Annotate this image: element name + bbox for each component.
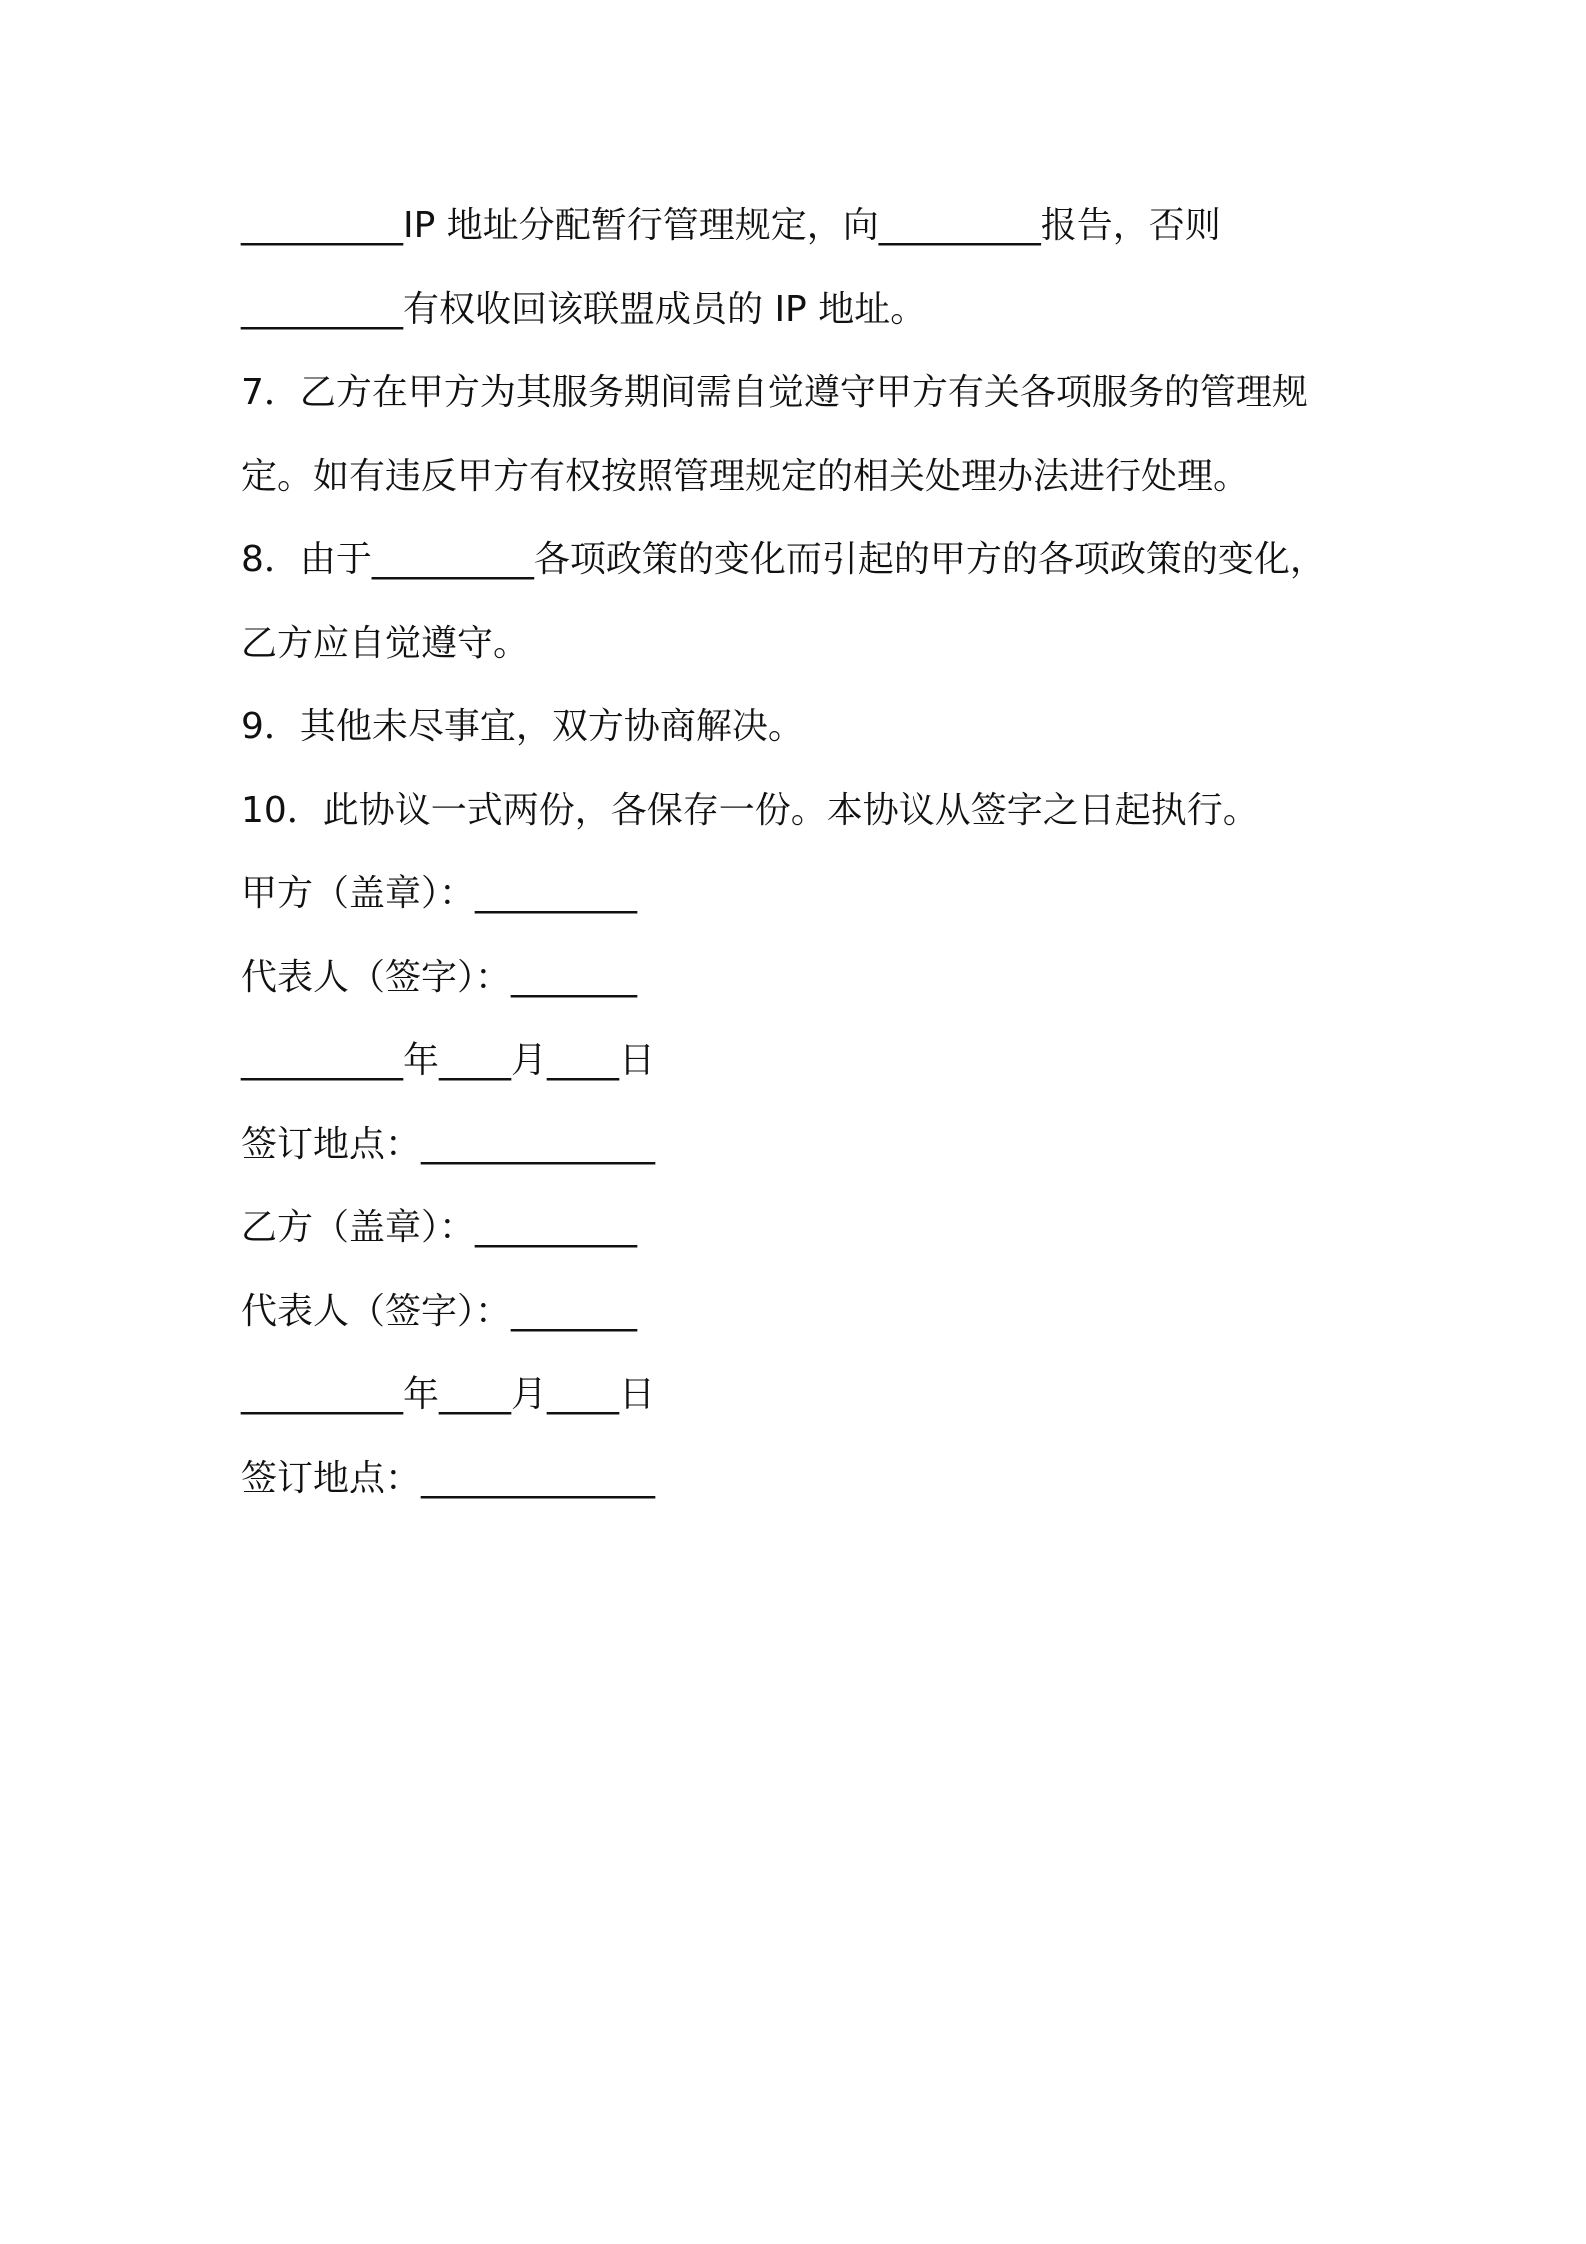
- clause-10: 10．此协议一式两份，各保存一份。本协议从签字之日起执行。: [241, 789, 1259, 831]
- party-b-seal: 乙方（盖章）：_________: [241, 1207, 638, 1248]
- party-b-signing-place: 签订地点：_____________: [241, 1457, 656, 1499]
- party-b-representative: 代表人（签字）：_______: [241, 1290, 638, 1332]
- party-b-date: _________年____月____日: [241, 1374, 655, 1415]
- party-a-representative: 代表人（签字）：_______: [241, 956, 638, 998]
- ip-rule-line: _________IP 地址分配暂行管理规定，向_________报告，否则: [241, 205, 1221, 246]
- document-body: [241, 196, 1401, 1532]
- party-a-seal: 甲方（盖章）：_________: [241, 873, 638, 914]
- party-a-signing-place: 签订地点：_____________: [241, 1123, 656, 1165]
- clause-9: 9．其他未尽事宜，双方协商解决。: [241, 706, 804, 747]
- party-a-date: _________年____月____日: [241, 1040, 655, 1081]
- clause-8-line-2: 乙方应自觉遵守。: [241, 622, 530, 664]
- clause-7-line-2: 定。如有违反甲方有权按照管理规定的相关处理办法进行处理。: [241, 455, 1250, 497]
- clause-8-line-1: 8．由于_________各项政策的变化而引起的甲方的各项政策的变化，: [241, 539, 1326, 580]
- ip-revoke-line: _________有权收回该联盟成员的 IP 地址。: [241, 288, 927, 330]
- clause-7-line-1: 7．乙方在甲方为其服务期间需自觉遵守甲方有关各项服务的管理规: [241, 372, 1308, 413]
